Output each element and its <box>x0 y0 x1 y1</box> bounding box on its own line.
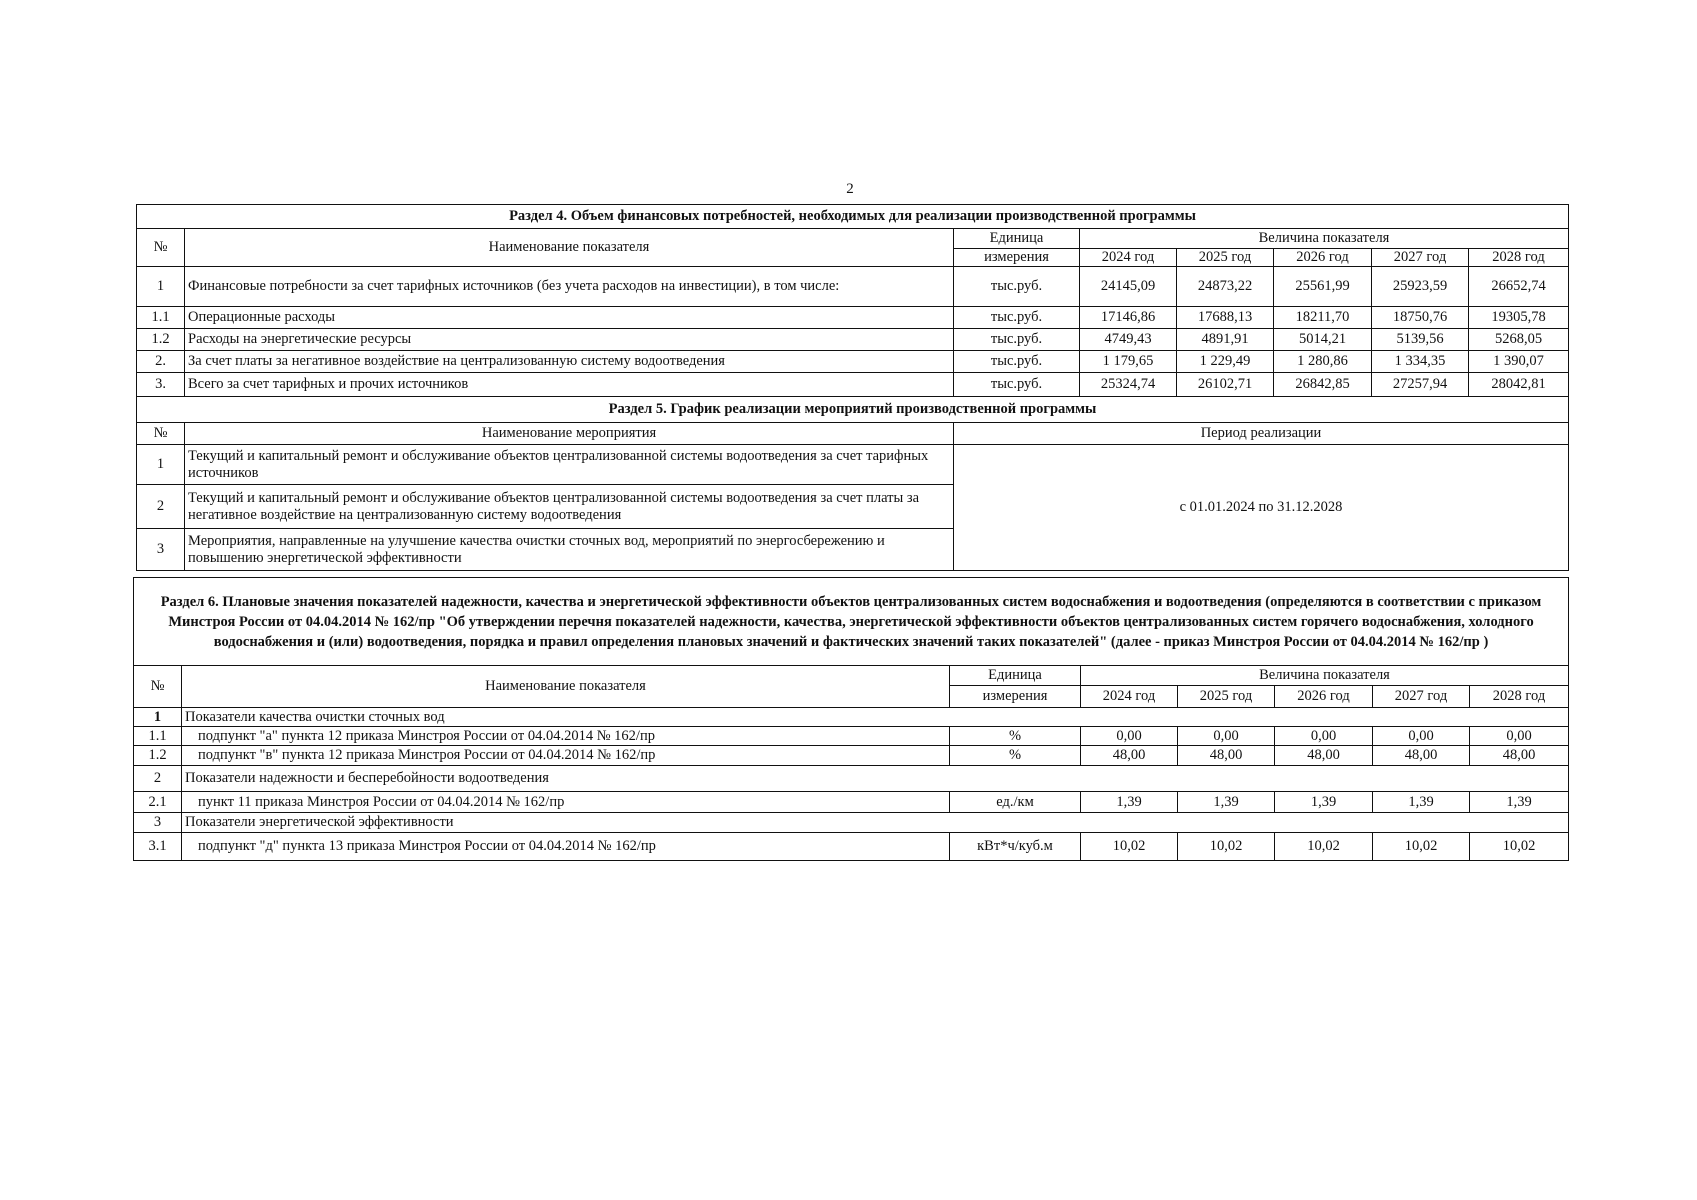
group-name: Показатели надежности и бесперебойности водоотведения <box>182 766 1569 792</box>
row-value: 48,00 <box>1275 746 1373 766</box>
table-row <box>134 727 1569 746</box>
row-value: 24145,09 <box>1080 267 1177 307</box>
row-num: 3.1 <box>134 833 182 861</box>
section6-header-name: Наименование показателя <box>182 666 950 708</box>
row-name: За счет платы за негативное воздействие на централизованную систему водоотведения <box>185 351 954 373</box>
row-value: 18211,70 <box>1274 307 1372 329</box>
row-num: 1.2 <box>137 329 185 351</box>
row-name: подпункт "а" пункта 12 приказа Минстроя России от 04.04.2014 № 162/пр <box>182 727 950 746</box>
section6-header-year: 2024 год <box>1081 686 1178 708</box>
row-value: 27257,94 <box>1372 373 1469 397</box>
section6-header-year: 2026 год <box>1275 686 1373 708</box>
row-value: 24873,22 <box>1177 267 1274 307</box>
row-name: подпункт "в" пункта 12 приказа Минстроя России от 04.04.2014 № 162/пр <box>182 746 950 766</box>
section6-table <box>133 577 1569 861</box>
row-value: 48,00 <box>1373 746 1470 766</box>
row-unit: % <box>950 727 1081 746</box>
row-name: Мероприятия, направленные на улучшение качества очистки сточных вод, мероприятий по энергосбережению и повышению энергетической эффективности <box>185 529 954 571</box>
group-row <box>134 813 1569 833</box>
row-num: 2 <box>137 485 185 529</box>
row-value: 1,39 <box>1081 792 1178 813</box>
row-unit: тыс.руб. <box>954 351 1080 373</box>
row-value: 18750,76 <box>1372 307 1469 329</box>
row-value: 1,39 <box>1178 792 1275 813</box>
section6-header-unit-line1: Единица <box>950 666 1081 686</box>
row-num: 1.2 <box>134 746 182 766</box>
section4-header-value: Величина показателя <box>1080 229 1569 249</box>
table-row <box>137 329 1569 351</box>
row-value: 1,39 <box>1373 792 1470 813</box>
group-row <box>134 708 1569 727</box>
section6-header-num: № <box>134 666 182 708</box>
row-value: 1 280,86 <box>1274 351 1372 373</box>
table-row <box>134 833 1569 861</box>
section4-header-num: № <box>137 229 185 267</box>
group-num: 2 <box>134 766 182 792</box>
row-value: 48,00 <box>1081 746 1178 766</box>
row-value: 26102,71 <box>1177 373 1274 397</box>
row-value: 5139,56 <box>1372 329 1469 351</box>
group-num: 1 <box>134 708 182 727</box>
row-value: 1,39 <box>1275 792 1373 813</box>
section4-header-year: 2024 год <box>1080 249 1177 267</box>
row-value: 17688,13 <box>1177 307 1274 329</box>
page-number: 2 <box>846 181 854 197</box>
row-name: Операционные расходы <box>185 307 954 329</box>
row-name: Всего за счет тарифных и прочих источников <box>185 373 954 397</box>
row-value: 19305,78 <box>1469 307 1569 329</box>
row-value: 0,00 <box>1373 727 1470 746</box>
row-value: 25561,99 <box>1274 267 1372 307</box>
section4-header-unit-line2: измерения <box>954 249 1080 267</box>
row-unit: кВт*ч/куб.м <box>950 833 1081 861</box>
sections-4-5-table <box>136 204 1569 571</box>
row-value: 17146,86 <box>1080 307 1177 329</box>
row-num: 3. <box>137 373 185 397</box>
table-row <box>137 351 1569 373</box>
group-num: 3 <box>134 813 182 833</box>
section4-title: Раздел 4. Объем финансовых потребностей, необходимых для реализации производственной программы <box>137 205 1569 229</box>
row-value: 1 334,35 <box>1372 351 1469 373</box>
row-num: 1.1 <box>137 307 185 329</box>
row-num: 1 <box>137 445 185 485</box>
section5-header-period: Период реализации <box>954 423 1569 445</box>
row-value: 10,02 <box>1470 833 1569 861</box>
table-row <box>134 746 1569 766</box>
row-unit: % <box>950 746 1081 766</box>
row-value: 0,00 <box>1275 727 1373 746</box>
row-unit: тыс.руб. <box>954 329 1080 351</box>
row-value: 1 390,07 <box>1469 351 1569 373</box>
row-value: 4891,91 <box>1177 329 1274 351</box>
group-name: Показатели энергетической эффективности <box>182 813 1569 833</box>
table-row <box>137 373 1569 397</box>
row-value: 5014,21 <box>1274 329 1372 351</box>
row-num: 2. <box>137 351 185 373</box>
row-unit: тыс.руб. <box>954 373 1080 397</box>
row-num: 3 <box>137 529 185 571</box>
row-value: 10,02 <box>1373 833 1470 861</box>
row-value: 1 179,65 <box>1080 351 1177 373</box>
row-value: 0,00 <box>1178 727 1275 746</box>
row-num: 1.1 <box>134 727 182 746</box>
row-name: Финансовые потребности за счет тарифных источников (без учета расходов на инвестиции), в том числе: <box>185 267 954 307</box>
section5-header-num: № <box>137 423 185 445</box>
group-name: Показатели качества очистки сточных вод <box>182 708 1569 727</box>
table-row <box>137 267 1569 307</box>
row-name: пункт 11 приказа Минстроя России от 04.04.2014 № 162/пр <box>182 792 950 813</box>
row-num: 1 <box>137 267 185 307</box>
row-value: 26652,74 <box>1469 267 1569 307</box>
row-value: 0,00 <box>1470 727 1569 746</box>
row-unit: тыс.руб. <box>954 267 1080 307</box>
section4-header-year: 2028 год <box>1469 249 1569 267</box>
section4-header-year: 2027 год <box>1372 249 1469 267</box>
row-value: 1,39 <box>1470 792 1569 813</box>
table-row <box>137 307 1569 329</box>
section6-title: Раздел 6. Плановые значения показателей надежности, качества и энергетической эффективности объектов централизованных систем водоснабжения и водоотведения (определяются в соответствии с приказом Минстроя России от 04.04.2014 № 162/пр "Об утверждении перечня показателей надежности, качества, энергетической эффективности объектов централизованных систем горячего водоснабжения, холодного водоснабжения и (или) водоотведения, порядка и правил определения плановых значений и фактических значений таких показателей" (далее - приказ Минстроя России от 04.04.2014 № 162/пр ) <box>134 578 1569 666</box>
section5-header-name: Наименование мероприятия <box>185 423 954 445</box>
section4-header-name: Наименование показателя <box>185 229 954 267</box>
row-name: Расходы на энергетические ресурсы <box>185 329 954 351</box>
row-name: Текущий и капитальный ремонт и обслуживание объектов централизованной системы водоотведения за счет тарифных источников <box>185 445 954 485</box>
row-value: 48,00 <box>1470 746 1569 766</box>
row-value: 10,02 <box>1178 833 1275 861</box>
section4-header-year: 2026 год <box>1274 249 1372 267</box>
row-value: 48,00 <box>1178 746 1275 766</box>
row-value: 10,02 <box>1275 833 1373 861</box>
row-value: 10,02 <box>1081 833 1178 861</box>
row-value: 28042,81 <box>1469 373 1569 397</box>
section6-header-year: 2028 год <box>1470 686 1569 708</box>
row-value: 26842,85 <box>1274 373 1372 397</box>
row-value: 25923,59 <box>1372 267 1469 307</box>
row-name: Текущий и капитальный ремонт и обслуживание объектов централизованной системы водоотведения за счет платы за негативное воздействие на централизованную систему водоотведения <box>185 485 954 529</box>
section5-title: Раздел 5. График реализации мероприятий производственной программы <box>137 397 1569 423</box>
row-value: 4749,43 <box>1080 329 1177 351</box>
section6-header-year: 2025 год <box>1178 686 1275 708</box>
section5-period-value: с 01.01.2024 по 31.12.2028 <box>954 445 1569 571</box>
section4-header-year: 2025 год <box>1177 249 1274 267</box>
section4-header-unit-line1: Единица <box>954 229 1080 249</box>
row-value: 0,00 <box>1081 727 1178 746</box>
row-value: 25324,74 <box>1080 373 1177 397</box>
row-unit: тыс.руб. <box>954 307 1080 329</box>
section6-header-unit-line2: измерения <box>950 686 1081 708</box>
row-value: 1 229,49 <box>1177 351 1274 373</box>
section6-header-year: 2027 год <box>1373 686 1470 708</box>
row-unit: ед./км <box>950 792 1081 813</box>
section6-header-value: Величина показателя <box>1081 666 1569 686</box>
table-row <box>137 445 1569 485</box>
table-row <box>134 792 1569 813</box>
group-row <box>134 766 1569 792</box>
row-value: 5268,05 <box>1469 329 1569 351</box>
row-num: 2.1 <box>134 792 182 813</box>
row-name: подпункт "д" пункта 13 приказа Минстроя России от 04.04.2014 № 162/пр <box>182 833 950 861</box>
